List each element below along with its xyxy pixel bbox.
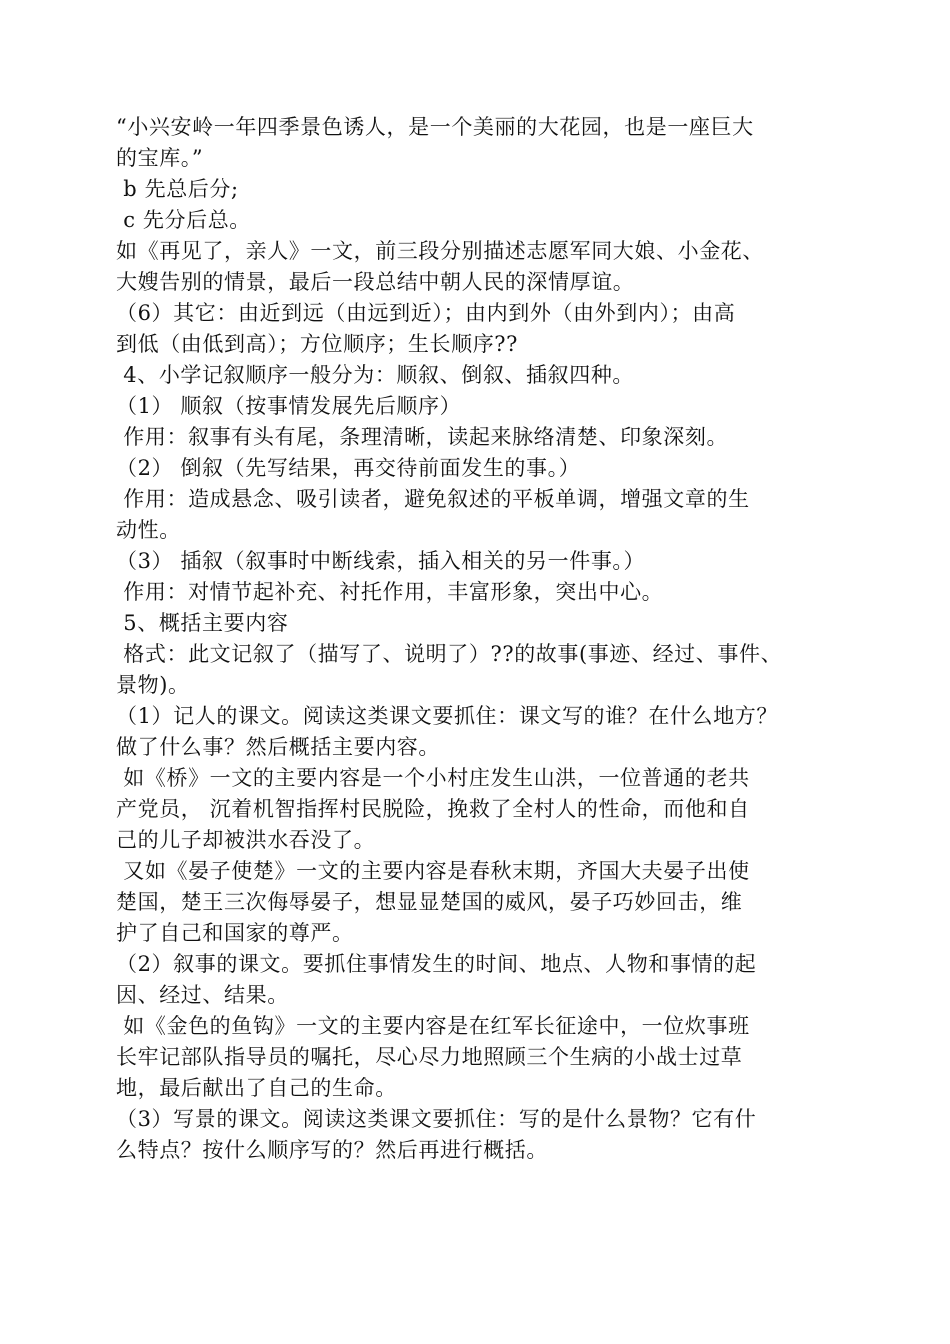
text-line: （3）写景的课文。阅读这类课文要抓住：写的是什么景物？它有什 [116, 1107, 757, 1131]
text-line: （3） 插叙（叙事时中断线索，插入相关的另一件事。） [116, 549, 646, 573]
text-line: 护了自己和国家的尊严。 [116, 921, 354, 945]
text-line: 到低（由低到高）；方位顺序；生长顺序?? [116, 332, 519, 356]
text-line: （6）其它：由近到远（由远到近）；由内到外（由外到内）；由高 [116, 301, 736, 325]
text-line: 4、小学记叙顺序一般分为：顺叙、倒叙、插叙四种。 [116, 363, 635, 387]
text-line: c 先分后总。 [116, 208, 251, 232]
text-line: 大嫂告别的情景，最后一段总结中朝人民的深情厚谊。 [116, 270, 635, 294]
text-line: （1） 顺叙（按事情发展先后顺序） [116, 394, 462, 418]
text-line: 又如《晏子使楚》一文的主要内容是春秋末期，齐国大夫晏子出使 [116, 859, 750, 883]
text-line: （2） 倒叙（先写结果，再交待前面发生的事。） [116, 456, 581, 480]
text-line: 作用：对情节起补充、衬托作用，丰富形象，突出中心。 [116, 580, 664, 604]
text-line: 么特点？按什么顺序写的？然后再进行概括。 [116, 1138, 548, 1162]
text-line: 长牢记部队指导员的嘱托，尽心尽力地照顾三个生病的小战士过草 [116, 1045, 743, 1069]
text-line: 格式：此文记叙了（描写了、说明了）??的故事(事迹、经过、事件、 [116, 642, 783, 666]
text-line: 产党员， 沉着机智指挥村民脱险，挽救了全村人的性命，而他和自 [116, 797, 750, 821]
text-line: （1）记人的课文。阅读这类课文要抓住：课文写的谁？在什么地方？ [116, 704, 778, 728]
text-line: “小兴安岭一年四季景色诱人，是一个美丽的大花园，也是一座巨大 [116, 115, 754, 139]
text-line: 景物)。 [116, 673, 190, 697]
text-line: 作用：叙事有头有尾，条理清晰，读起来脉络清楚、印象深刻。 [116, 425, 729, 449]
text-line: 作用：造成悬念、吸引读者，避免叙述的平板单调，增强文章的生 [116, 487, 750, 511]
text-line: 地，最后献出了自己的生命。 [116, 1076, 397, 1100]
text-line: 己的儿子却被洪水吞没了。 [116, 828, 376, 852]
text-line: 的宝库。” [116, 146, 204, 170]
text-line: 做了什么事？然后概括主要内容。 [116, 735, 440, 759]
text-line: b 先总后分; [116, 177, 239, 201]
text-line: 动性。 [116, 518, 181, 542]
text-line: 因、经过、结果。 [116, 983, 289, 1007]
text-line: 如《桥》一文的主要内容是一个小村庄发生山洪，一位普通的老共 [116, 766, 750, 790]
text-line: 5、概括主要内容 [116, 611, 289, 635]
text-line: （2）叙事的课文。要抓住事情发生的时间、地点、人物和事情的起 [116, 952, 757, 976]
text-line: 如《金色的鱼钩》一文的主要内容是在红军长征途中，一位炊事班 [116, 1014, 750, 1038]
text-line: 楚国，楚王三次侮辱晏子，想显显楚国的威风，晏子巧妙回击，维 [116, 890, 743, 914]
text-line: 如《再见了，亲人》一文，前三段分别描述志愿军同大娘、小金花、 [116, 239, 764, 263]
